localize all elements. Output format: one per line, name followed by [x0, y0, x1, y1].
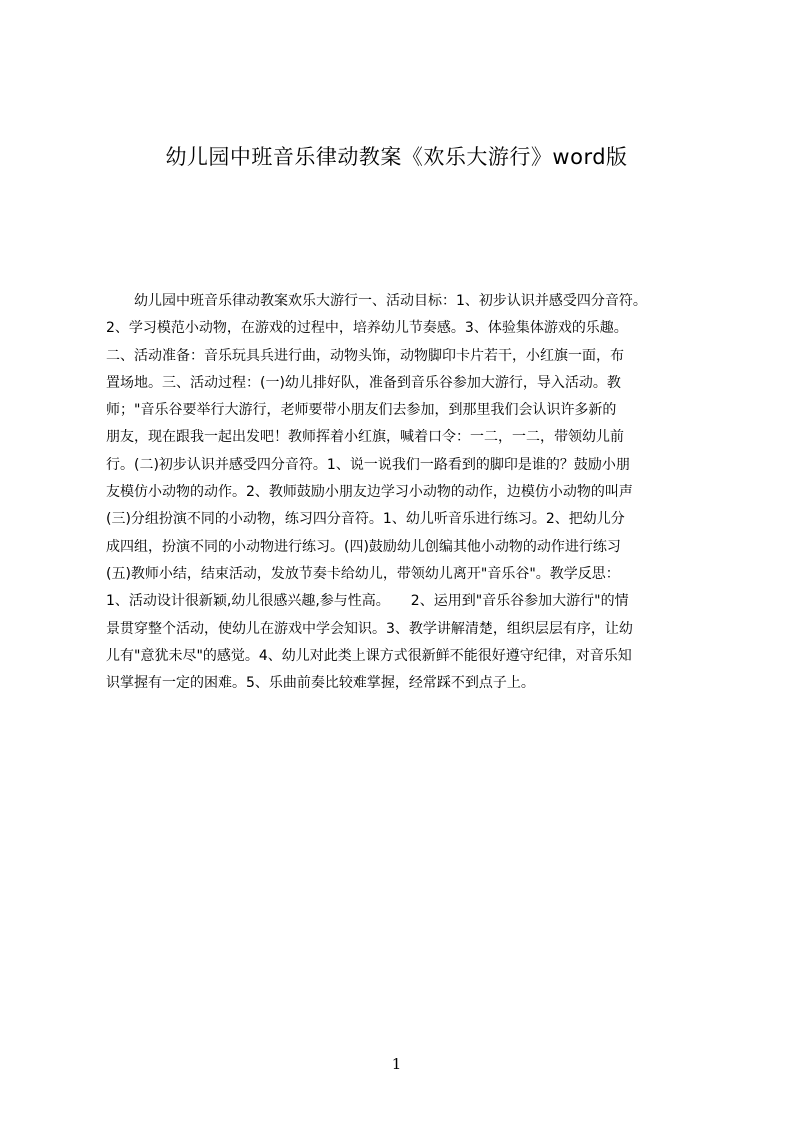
- text-line: 儿有"意犹未尽"的感觉。4、幼儿对此类上课方式很新鲜不能很好遵守纪律，对音乐知: [106, 647, 632, 664]
- text-line: 2、学习模范小动物，在游戏的过程中，培养幼儿节奏感。3、体验集体游戏的乐趣。: [106, 320, 628, 337]
- text-line: 1、活动设计很新颖,幼儿很感兴趣,参与性高。 2、运用到"音乐谷参加大游行"的情: [106, 593, 629, 610]
- body-paragraph: [106, 288, 702, 697]
- text-line: 二、活动准备：音乐玩具兵进行曲，动物头饰，动物脚印卡片若干，小红旗一面，布: [106, 347, 624, 364]
- text-line: 幼儿园中班音乐律动教案欢乐大游行一、活动目标：1、初步认识并感受四分音符。: [106, 293, 647, 309]
- text-line: (三)分组扮演不同的小动物，练习四分音符。1、幼儿听音乐进行练习。2、把幼儿分: [106, 511, 625, 528]
- text-line: 行。(二)初步认识并感受四分音符。1、说一说我们一路看到的脚印是谁的？鼓励小朋: [106, 456, 630, 473]
- page-number: 1: [391, 1055, 402, 1073]
- text-line: 师；"音乐谷要举行大游行，老师要带小朋友们去参加，到那里我们会认识许多新的: [106, 402, 617, 419]
- text-line: (五)教师小结，结束活动，发放节奏卡给幼儿，带领幼儿离开"音乐谷"。教学反思：: [106, 565, 620, 582]
- text-line: 景贯穿整个活动，使幼儿在游戏中学会知识。3、教学讲解清楚，组织层层有序，让幼: [106, 620, 633, 637]
- text-line: 友模仿小动物的动作。2、教师鼓励小朋友边学习小动物的动作，边模仿小动物的叫声: [106, 484, 633, 501]
- text-line: 成四组，扮演不同的小动物进行练习。(四)鼓励幼儿创编其他小动物的动作进行练习: [106, 538, 621, 555]
- document-title: 幼儿园中班音乐律动教案《欢乐大游行》word版: [165, 145, 628, 169]
- text-line: 识掌握有一定的困难。5、乐曲前奏比较难掌握，经常踩不到点子上。: [106, 675, 535, 692]
- text-line: 朋友，现在跟我一起出发吧！教师挥着小红旗，喊着口令：一二，一二，带领幼儿前: [106, 429, 624, 446]
- text-line: 置场地。三、活动过程：(一)幼儿排好队，准备到音乐谷参加大游行，导入活动。教: [106, 374, 621, 391]
